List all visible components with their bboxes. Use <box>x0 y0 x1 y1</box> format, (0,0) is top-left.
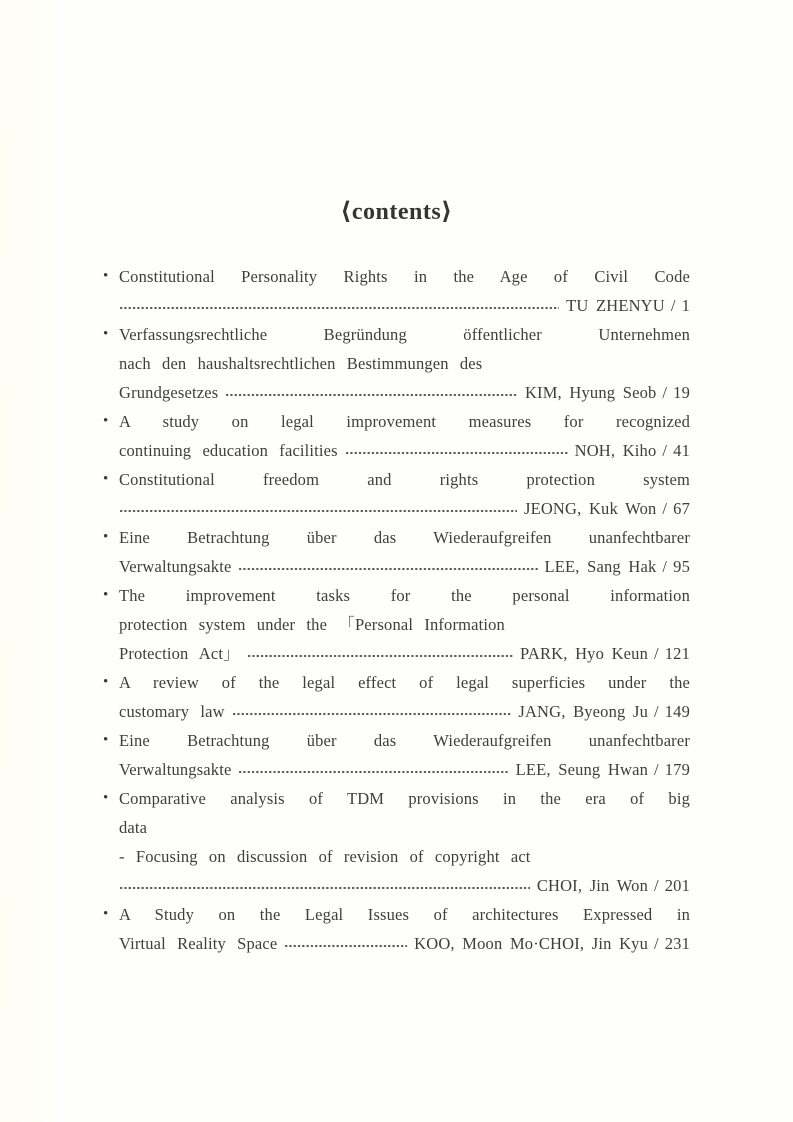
entry-page-number: 67 <box>673 499 690 518</box>
entry-author: NOH, Kiho <box>574 441 657 460</box>
leader-line <box>119 697 690 726</box>
bullet-icon: • <box>103 268 109 284</box>
toc-entry <box>103 523 690 581</box>
toc-entry <box>103 900 690 958</box>
page-separator: / <box>654 934 659 953</box>
entry-author: KOO, Moon Mo·CHOI, Jin Kyu <box>414 934 648 953</box>
entry-line-text: The improvement tasks for the personal information <box>119 586 690 605</box>
bullet-icon: • <box>103 732 109 748</box>
toc-entry <box>103 784 690 900</box>
entry-author: JANG, Byeong Ju <box>518 702 648 721</box>
entry-line-text: Verfassungsrechtliche Begründung öffentlicher Unternehmen <box>119 325 690 344</box>
bullet-icon: • <box>103 326 109 342</box>
toc-entry <box>103 668 690 726</box>
toc-entry <box>103 581 690 668</box>
bullet-icon: • <box>103 471 109 487</box>
leader-line <box>119 755 690 784</box>
entry-line <box>119 610 690 639</box>
leader-line <box>119 494 690 523</box>
toc-entry <box>103 262 690 320</box>
entry-author: LEE, Seung Hwan <box>515 760 648 779</box>
leader-line <box>119 436 690 465</box>
toc-entry <box>103 465 690 523</box>
entry-line-text: nach den haushaltsrechtlichen Bestimmungen des <box>119 354 483 373</box>
entry-line-text: A review of the legal effect of legal superficies under the <box>119 673 690 692</box>
leader-line <box>119 291 690 320</box>
dotted-leader <box>225 378 518 407</box>
entry-line-text: Verwaltungsakte <box>119 557 232 576</box>
entry-line-text: protection system under the 「Personal Information <box>119 615 505 634</box>
entry-author: JEONG, Kuk Won <box>524 499 657 518</box>
entry-line-text: Constitutional freedom and rights protection system <box>119 470 690 489</box>
entry-line <box>103 668 690 697</box>
entry-line-text: customary law <box>119 702 225 721</box>
toc-entries <box>103 262 690 958</box>
page-separator: / <box>654 702 659 721</box>
dotted-leader <box>119 871 530 900</box>
entry-line-text: Virtual Reality Space <box>119 934 278 953</box>
page-separator: / <box>670 296 676 315</box>
page-separator: / <box>662 499 668 518</box>
leader-line <box>119 552 690 581</box>
dotted-leader <box>119 494 517 523</box>
dotted-leader <box>284 929 407 958</box>
bullet-icon: • <box>103 674 109 690</box>
entry-line <box>103 523 690 552</box>
entry-line-text: data <box>119 818 148 837</box>
entry-line-text: Eine Betrachtung über das Wiederaufgreifen unanfechtbarer <box>119 528 690 547</box>
entry-line-text: - Focusing on discussion of revision of copyright act <box>119 847 531 866</box>
entry-page-number: 41 <box>673 441 690 460</box>
leader-line <box>119 871 690 900</box>
bullet-icon: • <box>103 587 109 603</box>
entry-line <box>103 784 690 813</box>
leader-line <box>119 929 690 958</box>
entry-author: TU ZHENYU <box>566 296 665 315</box>
entry-line <box>119 813 690 842</box>
bullet-icon: • <box>103 790 109 806</box>
page-separator: / <box>662 557 668 576</box>
leader-line <box>119 639 690 668</box>
bullet-icon: • <box>103 906 109 922</box>
toc-entry <box>103 407 690 465</box>
entry-page-number: 1 <box>681 296 690 315</box>
page-separator: / <box>654 644 659 663</box>
leader-line <box>119 378 690 407</box>
entry-line <box>103 726 690 755</box>
entry-line <box>103 262 690 291</box>
entry-line <box>103 581 690 610</box>
page-separator: / <box>654 760 659 779</box>
entry-line <box>103 320 690 349</box>
entry-line-text: continuing education facilities <box>119 441 338 460</box>
entry-line <box>103 407 690 436</box>
entry-page-number: 95 <box>673 557 690 576</box>
entry-line-text: Constitutional Personality Rights in the Age of Civil Code <box>119 267 690 286</box>
bullet-icon: • <box>103 529 109 545</box>
dotted-leader <box>247 639 513 668</box>
entry-line-text: Eine Betrachtung über das Wiederaufgreifen unanfechtbarer <box>119 731 690 750</box>
toc-entry <box>103 726 690 784</box>
entry-line-text: A Study on the Legal Issues of architectures Expressed in <box>119 905 690 924</box>
entry-author: CHOI, Jin Won <box>536 876 648 895</box>
page-separator: / <box>662 383 668 402</box>
page-separator: / <box>662 441 668 460</box>
entry-author: LEE, Sang Hak <box>544 557 657 576</box>
page-separator: / <box>654 876 659 895</box>
dotted-leader <box>238 552 537 581</box>
bullet-icon: • <box>103 413 109 429</box>
entry-line-text: Comparative analysis of TDM provisions in the era of big <box>119 789 690 808</box>
entry-line-text: Verwaltungsakte <box>119 760 232 779</box>
dotted-leader <box>238 755 508 784</box>
entry-line <box>119 349 690 378</box>
entry-page-number: 19 <box>673 383 690 402</box>
entry-page-number: 179 <box>664 760 690 779</box>
entry-page-number: 231 <box>664 934 690 953</box>
entry-line-text: Protection Act」 <box>119 644 240 663</box>
dotted-leader <box>345 436 568 465</box>
dotted-leader <box>119 291 559 320</box>
toc-entry <box>103 320 690 407</box>
page-title: ⟨contents⟩ <box>340 199 453 225</box>
entry-author: PARK, Hyo Keun <box>520 644 648 663</box>
entry-line <box>119 842 690 871</box>
entry-line <box>103 900 690 929</box>
dotted-leader <box>232 697 512 726</box>
entry-author: KIM, Hyung Seob <box>524 383 657 402</box>
entry-line <box>103 465 690 494</box>
entry-page-number: 201 <box>664 876 690 895</box>
entry-page-number: 121 <box>664 644 690 663</box>
entry-page-number: 149 <box>664 702 690 721</box>
entry-line-text: Grundgesetzes <box>119 383 219 402</box>
entry-line-text: A study on legal improvement measures for recognized <box>119 412 690 431</box>
